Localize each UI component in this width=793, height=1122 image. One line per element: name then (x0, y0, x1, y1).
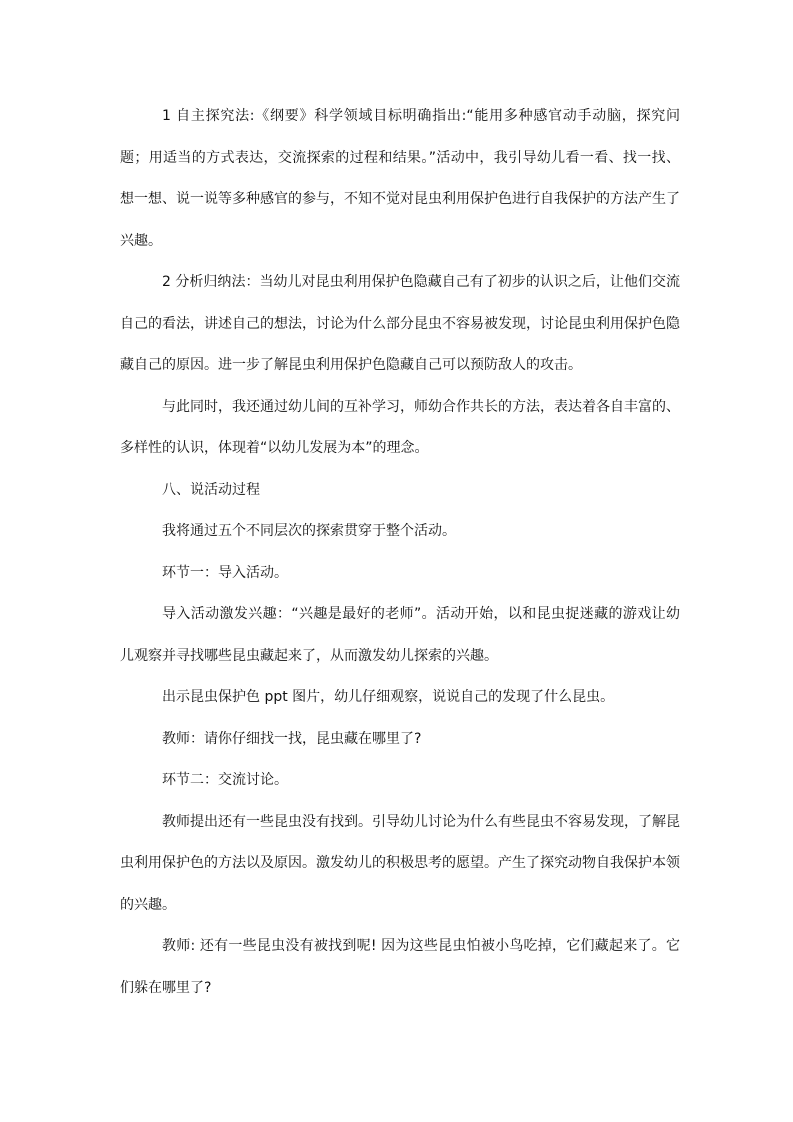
paragraph-autonomous-inquiry: 1 自主探究法:《纲要》科学领域目标明确指出:“能用多种感官动手动脑，探究问题；用适当的方式表达，交流探索的过程和结果。”活动中，我引导幼儿看一看、找一找、想一想、说一说等多种感官的参与，不知不觉对昆虫利用保护色进行自我保护的方法产生了兴趣。 (120, 108, 680, 249)
paragraph-introduce-interest: 导入活动激发兴趣：“兴趣是最好的老师”。活动开始，以和昆虫捉迷藏的游戏让幼儿观察并寻找哪些昆虫藏起来了，从而激发幼儿探索的兴趣。 (120, 606, 680, 664)
paragraph-five-levels: 我将通过五个不同层次的探索贯穿于整个活动。 (162, 523, 456, 539)
teacher-line-hidden: 教师: 还有一些昆虫没有被找到呢! 因为这些昆虫怕被小鸟吃掉，它们藏起来了。它们躲在哪里了? (120, 938, 680, 996)
teacher-line-find: 教师：请你仔细找一找，昆虫藏在哪里了? (162, 730, 422, 747)
paragraph-show-ppt: 出示昆虫保护色 ppt 图片，幼儿仔细观察，说说自己的发现了什么昆虫。 (162, 689, 615, 705)
section-heading-activity-process: 八、说活动过程 (162, 481, 260, 498)
step-one-heading: 环节一：导入活动。 (162, 564, 288, 581)
paragraph-analysis-induction: 2 分析归纳法：当幼儿对昆虫利用保护色隐藏自己有了初步的认识之后，让他们交流自己的看法，讲述自己的想法，讨论为什么部分昆虫不容易被发现，讨论昆虫利用保护色隐藏自己的原因。进一步了解昆虫利用保护色隐藏自己可以预防敌人的攻击。 (120, 274, 680, 373)
paragraph-complementary-learning: 与此同时，我还通过幼儿间的互补学习，师幼合作共长的方法，表达着各自丰富的、多样性的认识，体现着“以幼儿发展为本”的理念。 (120, 398, 680, 456)
paragraph-discussion: 教师提出还有一些昆虫没有找到。引导幼儿讨论为什么有些昆虫不容易发现，了解昆虫利用保护色的方法以及原因。激发幼儿的积极思考的愿望。产生了探究动物自我保护本领的兴趣。 (120, 813, 680, 913)
step-two-heading: 环节二：交流讨论。 (162, 772, 288, 788)
document-body (120, 96, 680, 1009)
